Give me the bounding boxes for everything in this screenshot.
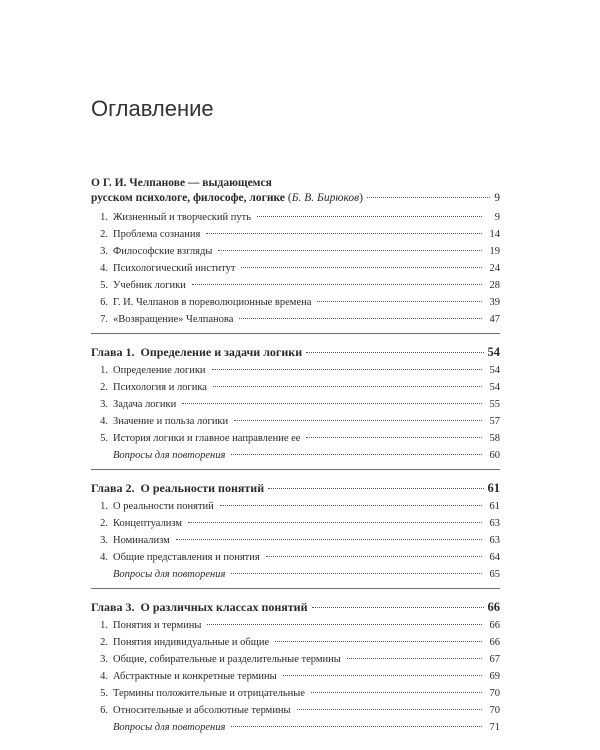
entry-title: Номинализм <box>113 535 170 546</box>
entry-number: 1. <box>100 620 108 631</box>
toc-entry[interactable] <box>91 430 500 447</box>
entry-title: История логики и главное направление ее <box>113 433 301 444</box>
intro-section <box>91 176 500 334</box>
chapter-title: Глава 2. О реальности понятий <box>91 481 265 495</box>
page-number: 58 <box>489 433 500 444</box>
entry-title: Концептуализм <box>113 518 183 529</box>
entry-title: Психология и логика <box>113 382 207 393</box>
dot-leader <box>283 675 482 676</box>
intro-heading-line2: русском психологе, философе, логике <box>91 192 285 204</box>
entry-number: 1. <box>100 501 108 512</box>
toc-entry[interactable] <box>91 396 500 413</box>
dot-leader <box>188 522 482 523</box>
chapter-section <box>91 343 500 470</box>
toc-entry[interactable] <box>91 362 500 379</box>
entry-title: Учебник логики <box>113 280 186 291</box>
entry-title: Жизненный и творческий путь <box>113 212 252 223</box>
intro-author: Б. В. Бирюков <box>291 192 360 204</box>
entry-title: Вопросы для повторения <box>113 450 226 461</box>
dot-leader <box>306 352 483 353</box>
page-number: 60 <box>489 450 500 461</box>
entry-number: 3. <box>100 246 108 257</box>
entry-title: Общие представления и понятия <box>113 552 260 563</box>
dot-leader <box>182 403 482 404</box>
entry-number: 1. <box>100 365 108 376</box>
page-number: 14 <box>489 229 500 240</box>
intro-heading-line1: О Г. И. Челпанове — выдающемся <box>91 177 272 189</box>
page-number: 19 <box>489 246 500 257</box>
dot-leader <box>239 318 482 319</box>
entry-number: 2. <box>100 518 108 529</box>
dot-leader <box>231 454 482 455</box>
entry-number: 4. <box>100 416 108 427</box>
page-number: 54 <box>489 365 500 376</box>
page-number: 61 <box>487 481 500 495</box>
dot-leader <box>234 420 482 421</box>
entry-title: Философские взгляды <box>113 246 213 257</box>
toc-entry[interactable] <box>91 379 500 396</box>
intro-items-list <box>91 209 500 328</box>
toc-entry[interactable] <box>91 515 500 532</box>
page-number: 66 <box>489 620 500 631</box>
toc-entry[interactable] <box>91 209 500 226</box>
page-number: 70 <box>489 705 500 716</box>
page-number: 66 <box>487 600 500 614</box>
entry-title: Понятия и термины <box>113 620 202 631</box>
toc-entry[interactable] <box>91 226 500 243</box>
entry-title: «Возвращение» Челпанова <box>113 314 234 325</box>
entry-number: 2. <box>100 637 108 648</box>
toc-entry[interactable] <box>91 243 500 260</box>
toc-entry[interactable] <box>91 277 500 294</box>
dot-leader <box>268 488 483 489</box>
chapter-section <box>91 598 500 741</box>
entry-title: Термины положительные и отрицательные <box>113 688 305 699</box>
chapter-heading[interactable] <box>91 479 500 497</box>
dot-leader <box>176 539 482 540</box>
dot-leader <box>306 437 482 438</box>
page-number: 61 <box>489 501 500 512</box>
toc-entry[interactable] <box>91 260 500 277</box>
dot-leader <box>207 624 482 625</box>
dot-leader <box>311 692 482 693</box>
table-of-contents <box>91 176 500 750</box>
entry-title: Понятия индивидуальные и общие <box>113 637 270 648</box>
entry-title: Г. И. Челпанов в пореволюционные времена <box>113 297 312 308</box>
chapter-heading[interactable] <box>91 598 500 616</box>
page-number: 24 <box>489 263 500 274</box>
dot-leader <box>317 301 482 302</box>
page-number: 57 <box>489 416 500 427</box>
entry-title: Вопросы для повторения <box>113 569 226 580</box>
entry-title: Относительные и абсолютные термины <box>113 705 291 716</box>
page-number: 63 <box>489 518 500 529</box>
toc-entry[interactable] <box>91 617 500 634</box>
page-number: 54 <box>487 345 500 359</box>
entry-number: 3. <box>100 399 108 410</box>
page-number: 28 <box>489 280 500 291</box>
dot-leader <box>212 369 482 370</box>
toc-entry[interactable] <box>91 668 500 685</box>
author-close-paren: ) <box>359 192 363 204</box>
toc-entry[interactable] <box>91 702 500 719</box>
dot-leader <box>220 505 482 506</box>
page-number: 71 <box>489 722 500 733</box>
page-number: 55 <box>489 399 500 410</box>
toc-entry[interactable] <box>91 311 500 328</box>
page-number: 63 <box>489 535 500 546</box>
page-number: 66 <box>489 637 500 648</box>
entry-number: 6. <box>100 705 108 716</box>
toc-entry[interactable] <box>91 549 500 566</box>
intro-heading[interactable] <box>91 176 500 206</box>
entry-number: 1. <box>100 212 108 223</box>
entry-number: 5. <box>100 688 108 699</box>
entry-title: Проблема сознания <box>113 229 201 240</box>
entry-number: 3. <box>100 535 108 546</box>
entry-number: 4. <box>100 671 108 682</box>
entry-number: 5. <box>100 433 108 444</box>
page-number: 70 <box>489 688 500 699</box>
entry-number: 2. <box>100 229 108 240</box>
dot-leader <box>297 709 482 710</box>
entry-number: 4. <box>100 263 108 274</box>
entry-number: 2. <box>100 382 108 393</box>
dot-leader <box>231 573 482 574</box>
chapter-heading[interactable] <box>91 343 500 361</box>
entry-title: Психологический институт <box>113 263 236 274</box>
chapters-list <box>91 343 500 741</box>
toc-entry[interactable] <box>91 413 500 430</box>
dot-leader <box>192 284 482 285</box>
review-questions-entry[interactable] <box>91 719 500 736</box>
page-number: 65 <box>489 569 500 580</box>
entry-title: О реальности понятий <box>113 501 214 512</box>
page-number: 67 <box>489 654 500 665</box>
toc-entry[interactable] <box>91 532 500 549</box>
intro-heading-line2-row <box>91 191 500 206</box>
page-number: 64 <box>489 552 500 563</box>
page-number: 39 <box>489 297 500 308</box>
dot-leader <box>241 267 482 268</box>
dot-leader <box>367 197 490 198</box>
entry-title: Задача логики <box>113 399 177 410</box>
entry-number: 3. <box>100 654 108 665</box>
toc-entry[interactable] <box>91 294 500 311</box>
dot-leader <box>231 726 482 727</box>
page-number: 54 <box>489 382 500 393</box>
chapter-title: Глава 3. О различных классах понятий <box>91 600 308 614</box>
dot-leader <box>266 556 482 557</box>
entry-number: 4. <box>100 552 108 563</box>
dot-leader <box>275 641 482 642</box>
dot-leader <box>213 386 482 387</box>
dot-leader <box>206 233 482 234</box>
page-number: 9 <box>494 212 500 223</box>
entry-title: Абстрактные и конкретные термины <box>113 671 277 682</box>
chapter-section <box>91 479 500 589</box>
entry-number: 7. <box>100 314 108 325</box>
entry-title: Значение и польза логики <box>113 416 229 427</box>
page-number: 47 <box>489 314 500 325</box>
page-title: Оглавление <box>91 96 214 121</box>
review-questions-entry[interactable] <box>91 447 500 464</box>
toc-entry[interactable] <box>91 498 500 515</box>
page-number: 9 <box>494 192 500 204</box>
entry-title: Общие, собирательные и разделительные термины <box>113 654 341 665</box>
dot-leader <box>347 658 482 659</box>
page-number: 69 <box>489 671 500 682</box>
dot-leader <box>312 607 484 608</box>
toc-entry[interactable] <box>91 634 500 651</box>
dot-leader <box>218 250 482 251</box>
entry-number: 6. <box>100 297 108 308</box>
entry-title: Определение логики <box>113 365 206 376</box>
chapter-title: Глава 1. Определение и задачи логики <box>91 345 303 359</box>
entry-title: Вопросы для повторения <box>113 722 226 733</box>
review-questions-entry[interactable] <box>91 566 500 583</box>
toc-entry[interactable] <box>91 651 500 668</box>
author-open-paren: ( <box>287 192 292 204</box>
entry-number: 5. <box>100 280 108 291</box>
dot-leader <box>257 216 482 217</box>
toc-entry[interactable] <box>91 685 500 702</box>
